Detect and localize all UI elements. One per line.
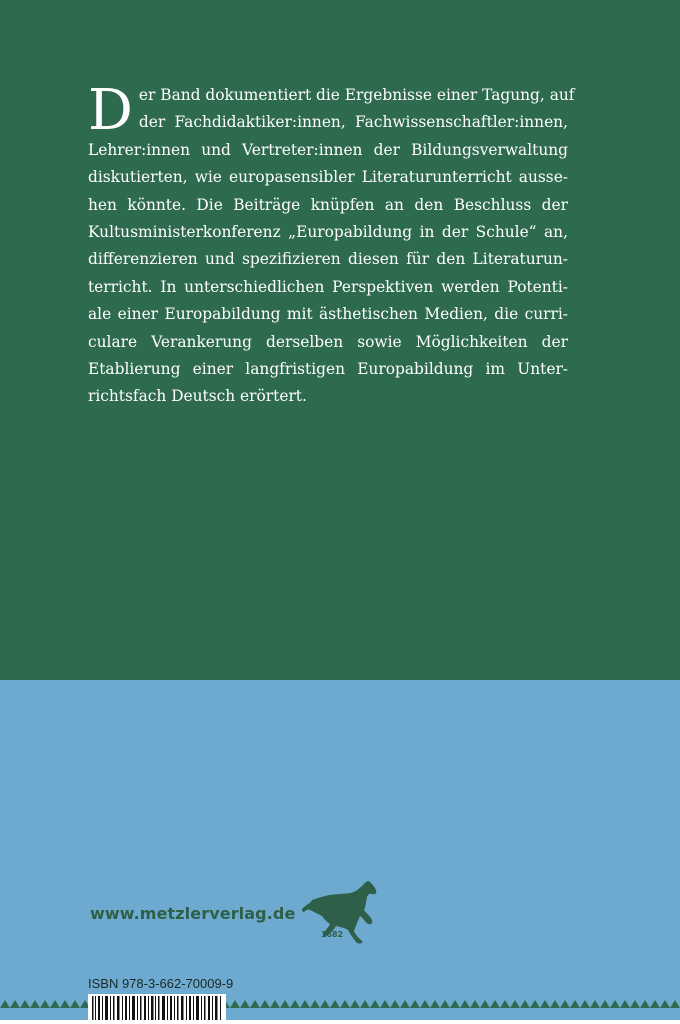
lower-panel [0,680,680,1020]
blurb-line: der Fachdidaktiker:innen, Fachwissenschaftler:innen, [138,113,568,132]
blurb-line: diskutierten, wie europasensibler Literaturunterricht ausse- [88,168,568,187]
blurb-line: culare Verankerung derselben sowie Möglichkeiten der [88,332,568,351]
drop-cap: D [88,78,133,143]
blurb-text [88,78,575,411]
publisher-url[interactable]: www.metzlerverlag.de [90,904,296,923]
barcode-bars [88,994,226,1020]
blurb-line: Kultusministerkonferenz „Europabildung in der Schule“ an, [88,223,568,242]
blurb-line: terricht. In unterschiedlichen Perspektiven werden Potenti- [88,277,568,296]
blurb-line: Lehrer:innen und Vertreter:innen der Bildungsverwaltung [88,140,568,159]
blurb-line: differenzieren und spezifizieren diesen für den Literaturun- [88,250,568,269]
barcode [88,994,226,1020]
blurb-line: er Band dokumentiert die Ergebnisse einer Tagung, auf [138,86,575,104]
blurb-line: ale einer Europabildung mit ästhetischen Medien, die curri- [88,305,568,324]
isbn-text: ISBN 978-3-662-70009-9 [88,976,234,991]
blurb-line: hen könnte. Die Beiträge knüpfen an den Beschluss der [88,195,568,214]
blurb-line: richtsfach Deutsch erörtert. [88,387,307,406]
blurb-line: Etablierung einer langfristigen Europabildung im Unter- [88,360,568,379]
logo-year: 1682 [320,930,344,939]
